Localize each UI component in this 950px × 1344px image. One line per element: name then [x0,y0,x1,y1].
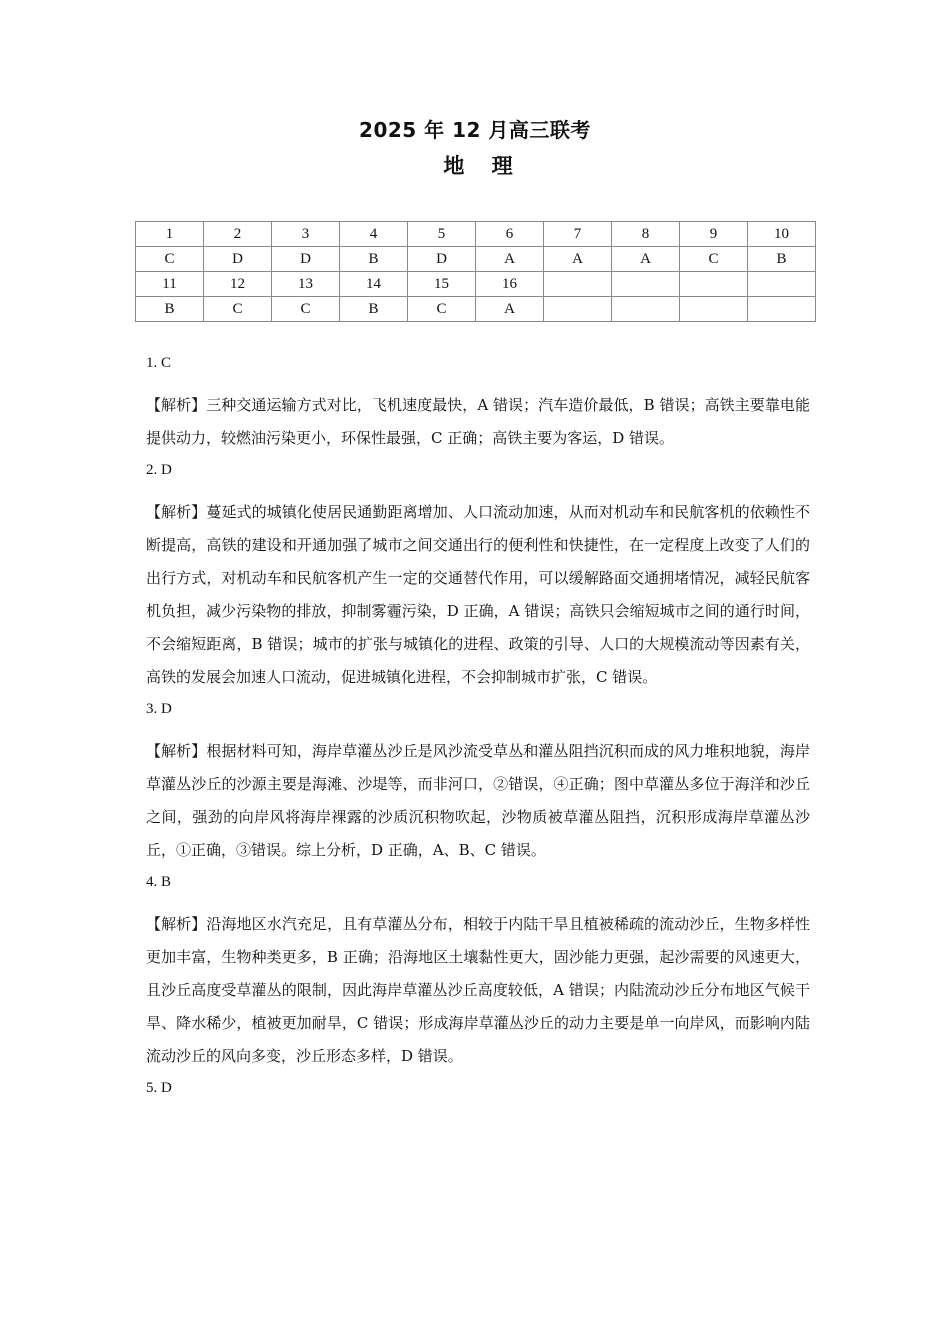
question-explanation [146,389,810,455]
question-number: 2. D [146,462,172,478]
table-cell [680,272,748,297]
question-number: 1. C [146,355,172,371]
table-cell: B [340,297,408,322]
explanation-label: 【解析】 [146,915,207,933]
question-explanation [146,735,810,867]
explanations [146,352,810,1114]
table-cell: 12 [204,272,272,297]
table-cell: 2 [204,222,272,247]
question-explanation [146,496,810,694]
table-cell: A [544,247,612,272]
table-cell [748,297,816,322]
answer-table [135,221,816,322]
table-cell: 16 [476,272,544,297]
table-cell: 9 [680,222,748,247]
table-cell: A [476,297,544,322]
table-cell: 1 [136,222,204,247]
table-row [136,222,816,247]
table-cell: C [408,297,476,322]
table-cell [680,297,748,322]
explanation-text: 根据材料可知，海岸草灌丛沙丘是风沙流受草丛和灌丛阻挡沉积而成的风力堆积地貌，海岸草灌丛沙丘的沙源主要是海滩、沙堤等，而非河口，②错误，④正确；图中草灌丛多位于海洋和沙丘之间，强劲的向岸风将海岸裸露的沙质沉积物吹起，沙物质被草灌丛阻挡，沉积形成海岸草灌丛沙丘，①正确，③错误。综上分析，D 正确，A、B、C 错误。 [146,742,810,859]
table-cell: 8 [612,222,680,247]
table-cell: 3 [272,222,340,247]
table-cell: 5 [408,222,476,247]
question-explanation [146,908,810,1073]
document-title: 2025 年 12 月高三联考 [359,118,591,142]
table-cell [748,272,816,297]
explanation-label: 【解析】 [146,503,207,521]
table-cell: 14 [340,272,408,297]
subject-title: 地 理 [443,154,523,178]
table-cell: C [136,247,204,272]
table-cell: A [612,247,680,272]
table-cell: C [272,297,340,322]
table-cell: 10 [748,222,816,247]
explanation-text: 三种交通运输方式对比，飞机速度最快，A 错误；汽车造价最低，B 错误；高铁主要靠电能提供动力，较燃油污染更小，环保性最强，C 正确；高铁主要为客运，D 错误。 [146,396,810,447]
question-number: 5. D [146,1080,172,1096]
table-row [136,247,816,272]
table-cell: 11 [136,272,204,297]
table-cell [544,297,612,322]
table-cell: B [748,247,816,272]
table-cell: 13 [272,272,340,297]
table-cell: D [408,247,476,272]
table-cell [612,272,680,297]
explanation-text: 沿海地区水汽充足，且有草灌丛分布，相较于内陆干旱且植被稀疏的流动沙丘，生物多样性更加丰富，生物种类更多，B 正确；沿海地区土壤黏性更大，固沙能力更强，起沙需要的风速更大，且沙丘高度受草灌丛的限制，因此海岸草灌丛沙丘高度较低，A 错误；内陆流动沙丘分布地区气候干旱、降水稀少，植被更加耐旱，C 错误；形成海岸草灌丛沙丘的动力主要是单一向岸风，而影响内陆流动沙丘的风向多变，沙丘形态多样，D 错误。 [146,915,810,1065]
table-cell: D [204,247,272,272]
table-cell: D [272,247,340,272]
table-cell [544,272,612,297]
table-cell: B [136,297,204,322]
table-cell: C [204,297,272,322]
table-cell: A [476,247,544,272]
explanation-label: 【解析】 [146,396,207,414]
table-cell: B [340,247,408,272]
table-cell: 15 [408,272,476,297]
question-number: 3. D [146,701,172,717]
table-cell: C [680,247,748,272]
explanation-label: 【解析】 [146,742,207,760]
table-row [136,297,816,322]
explanation-text: 蔓延式的城镇化使居民通勤距离增加、人口流动加速，从而对机动车和民航客机的依赖性不断提高，高铁的建设和开通加强了城市之间交通出行的便利性和快捷性，在一定程度上改变了人们的出行方式，对机动车和民航客机产生一定的交通替代作用，可以缓解路面交通拥堵情况，减轻民航客机负担，减少污染物的排放，抑制雾霾污染，D 正确，A 错误；高铁只会缩短城市之间的通行时间，不会缩短距离，B 错误；城市的扩张与城镇化的进程、政策的引导、人口的大规模流动等因素有关，高铁的发展会加速人口流动，促进城镇化进程，不会抑制城市扩张，C 错误。 [146,503,810,686]
table-cell: 4 [340,222,408,247]
table-row [136,272,816,297]
table-cell [612,297,680,322]
table-cell: 7 [544,222,612,247]
question-number: 4. B [146,874,172,890]
table-cell: 6 [476,222,544,247]
